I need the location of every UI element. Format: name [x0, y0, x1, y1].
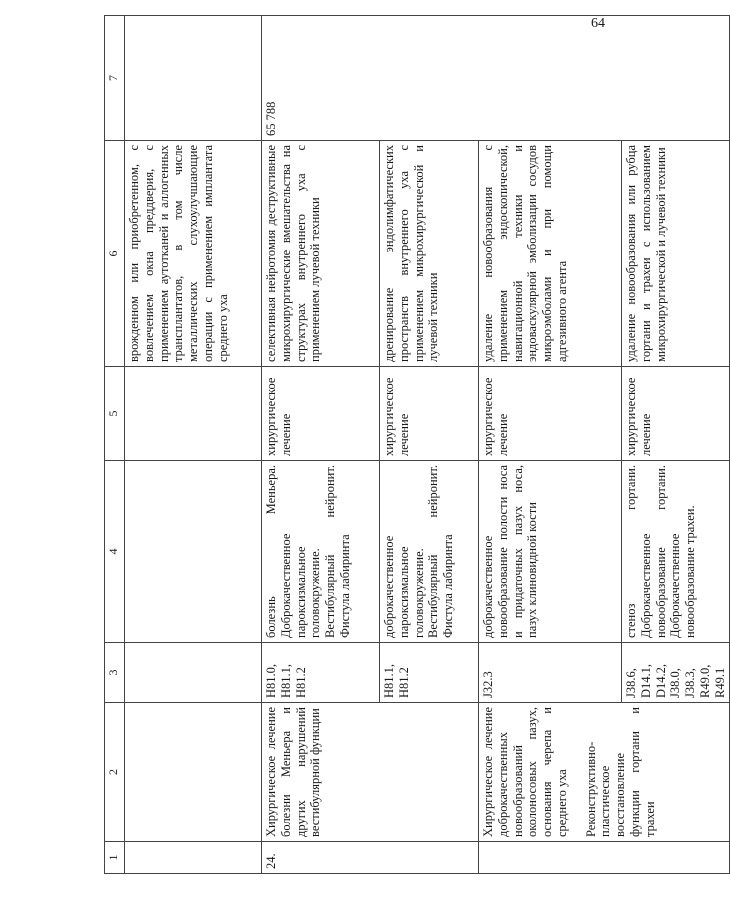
cell-name: Реконструктивно-пластическое восстановление функции гортани и трахеи [583, 707, 657, 837]
header-col-7: 7 [105, 16, 125, 141]
cell-method: дренирование эндолимфатических пространств внутреннего уха с применением микрохирургической и лучевой техники [380, 141, 479, 367]
cell-cost [125, 16, 262, 141]
cell-name: Хирургическое лечение болезни Меньера и других нарушений вестибулярной функции [262, 703, 479, 842]
cell-name [125, 703, 262, 842]
cell-treatment: хирургическое лечение [262, 367, 380, 461]
cell-method: селективная нейротомия деструктивные микрохирургические вмешательства на структурах внутреннего уха с применением лучевой техники [262, 141, 380, 367]
header-row [105, 16, 125, 874]
table-row [262, 16, 380, 874]
header-col-6: 6 [105, 141, 125, 367]
cell-codes: H81.1, H81.2 [380, 643, 479, 703]
cell-model [125, 461, 262, 643]
table-row [479, 16, 622, 874]
table-row-continued [125, 16, 262, 874]
header-col-1: 1 [105, 842, 125, 874]
cell-cost: 65 788 [262, 16, 730, 141]
cell-treatment: хирургическое лечение [479, 367, 622, 461]
cell-model: доброкачественное новообразование полости носа и придаточных пазух носа, пазух клиновидной кости [479, 461, 622, 643]
cell-codes [125, 643, 262, 703]
cell-no [479, 842, 730, 874]
rotated-table-container [104, 16, 727, 874]
cell-treatment: хирургическое лечение [622, 367, 730, 461]
header-col-2: 2 [105, 703, 125, 842]
cell-name-group [479, 703, 730, 842]
page-number: 64 [591, 16, 605, 31]
cell-name: Хирургическое лечение доброкачественных новообразований околоносовых пазух, основания черепа и среднего уха [481, 707, 569, 837]
cell-method: врожденном или приобретенном, с вовлечением окна преддверия, с применением аутотканей и аллогенных трансплантатов, в том числе металлических слухоулучшающие операции с применением имплантата среднего уха [125, 141, 262, 367]
cell-no: 24. [262, 842, 479, 874]
cell-model: болезнь Меньера. Доброкачественное пароксизмальное головокружение. Вестибулярный нейронит. Фистула лабиринта [262, 461, 380, 643]
cell-treatment: хирургическое лечение [380, 367, 479, 461]
header-col-5: 5 [105, 367, 125, 461]
header-col-4: 4 [105, 461, 125, 643]
cell-codes: J32.3 [479, 643, 622, 703]
header-col-3: 3 [105, 643, 125, 703]
cell-model: стеноз гортани. Доброкачественное новообразование гортани. Доброкачественное новообразование трахеи. [622, 461, 730, 643]
cell-treatment [125, 367, 262, 461]
medical-procedures-table [104, 15, 730, 874]
cell-no [125, 842, 262, 874]
cell-model: доброкачественное пароксизмальное головокружение. Вестибулярный нейронит. Фистула лабиринта [380, 461, 479, 643]
cell-codes: J38.6, D14.1, D14.2, J38.0, J38.3, R49.0, R49.1 [622, 643, 730, 703]
cell-codes: H81.0, H81.1, H81.2 [262, 643, 380, 703]
cell-method: удаление новообразования с применением эндоскопической, навигационной техники и эндоваскулярной эмболизации сосудов микроэмболами и при помощи адгезивного агента [479, 141, 622, 367]
cell-method: удаление новообразования или рубца гортани и трахеи с использованием микрохирургической и лучевой техники [622, 141, 730, 367]
